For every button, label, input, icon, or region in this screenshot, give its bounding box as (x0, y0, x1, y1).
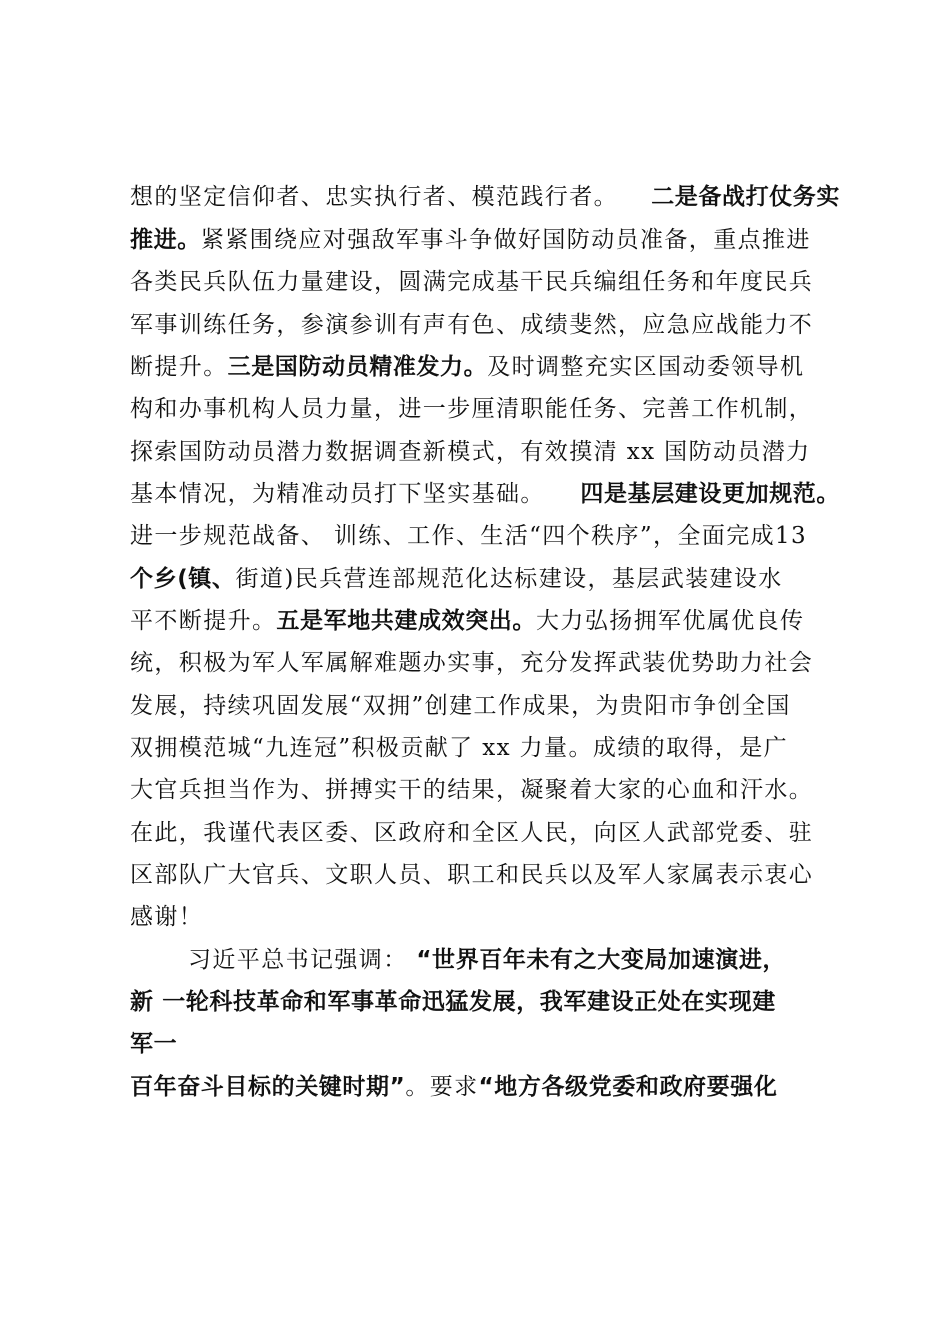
text-span: 街道)民兵营连部规范化达标建设，基层武装建设水 (235, 566, 783, 592)
text-span: 探索国防动员潜力数据调查新模式，有效摸清 xx 国防动员潜力 (130, 439, 811, 465)
text-line (130, 267, 840, 297)
text-line (130, 310, 840, 340)
bold-heading-span: 五是军地共建成效突出。 (276, 608, 537, 634)
bold-quote-span: “世界百年未有之大变局加速演进， (416, 947, 787, 973)
text-span: 想的坚定信仰者、忠实执行者、模范践行者。 (130, 184, 618, 210)
text-line (130, 606, 840, 636)
text-span: 双拥模范城“九连冠”积极贡献了 xx 力量。成绩的取得，是广 (130, 735, 789, 761)
text-line (130, 394, 840, 424)
bold-heading-span: 四是基层建设更加规范。 (580, 481, 840, 507)
text-line (130, 479, 840, 509)
text-span: 进一步规范战备、 训练、工作、生活“四个秩序”，全面完成13 (130, 523, 808, 549)
text-span: 感谢！ (130, 904, 204, 930)
text-line (130, 521, 840, 551)
bold-heading-span: 二是备战打仗务实 (651, 184, 840, 210)
text-line (130, 818, 840, 848)
text-span: 军事训练任务，参演参训有声有色、成绩斐然，应急应战能力不 (130, 312, 814, 338)
text-span: 构和办事机构人员力量，进一步厘清职能任务、完善工作机制， (130, 396, 814, 422)
text-line (130, 987, 840, 1017)
bold-heading-span: 个乡(镇、 (130, 566, 236, 592)
text-line (130, 733, 840, 763)
text-line (130, 564, 840, 594)
text-line (130, 945, 840, 975)
bold-heading-span: 推进。 (130, 227, 201, 253)
text-span: 各类民兵队伍力量建设，圆满完成基干民兵编组任务和年度民兵 (130, 269, 814, 295)
text-span: 。要求 (405, 1074, 479, 1100)
text-line (130, 352, 840, 382)
text-span: 平不断提升。 (130, 608, 277, 634)
text-line (130, 1072, 840, 1102)
text-line (130, 691, 840, 721)
text-line (130, 775, 840, 805)
text-line (130, 902, 840, 932)
text-span: 紧紧围绕应对强敌军事斗争做好国防动员准备，重点推进 (200, 227, 811, 253)
text-span: 断提升。 (130, 354, 228, 380)
text-line (130, 648, 840, 678)
text-span: 发展，持续巩固发展“双拥”创建工作成果，为贵阳市争创全国 (130, 693, 791, 719)
bold-quote-span: “地方各级党委和政府要强化 (478, 1074, 778, 1100)
text-span: 基本情况，为精准动员打下坚实基础。 (130, 481, 545, 507)
text-span: 及时调整充实区国动委领导机 (487, 354, 805, 380)
bold-heading-span: 三是国防动员精准发力。 (227, 354, 488, 380)
text-line (130, 225, 840, 255)
text-span: 区部队广大官兵、文职人员、职工和民兵以及军人家属表示衷心 (130, 862, 814, 888)
text-line (130, 1029, 840, 1059)
text-line (130, 437, 840, 467)
text-span: 习近平总书记强调： (188, 947, 417, 973)
text-span: 大官兵担当作为、拼搏实干的结果，凝聚着大家的心血和汗水。 (130, 777, 814, 803)
text-line (130, 182, 840, 212)
text-span: 统，积极为军人军属解难题办实事，充分发挥武装优势助力社会 (130, 650, 814, 676)
text-span: 大力弘扬拥军优属优良传 (536, 608, 805, 634)
text-line (130, 860, 840, 890)
bold-quote-span: 新 一轮科技革命和军事革命迅猛发展，我军建设正处在实现建 (130, 989, 776, 1015)
bold-quote-span: 军一 (130, 1031, 178, 1057)
text-span: 在此，我谨代表区委、区政府和全区人民，向区人武部党委、驻 (130, 820, 814, 846)
bold-quote-span: 百年奋斗目标的关键时期” (130, 1074, 406, 1100)
